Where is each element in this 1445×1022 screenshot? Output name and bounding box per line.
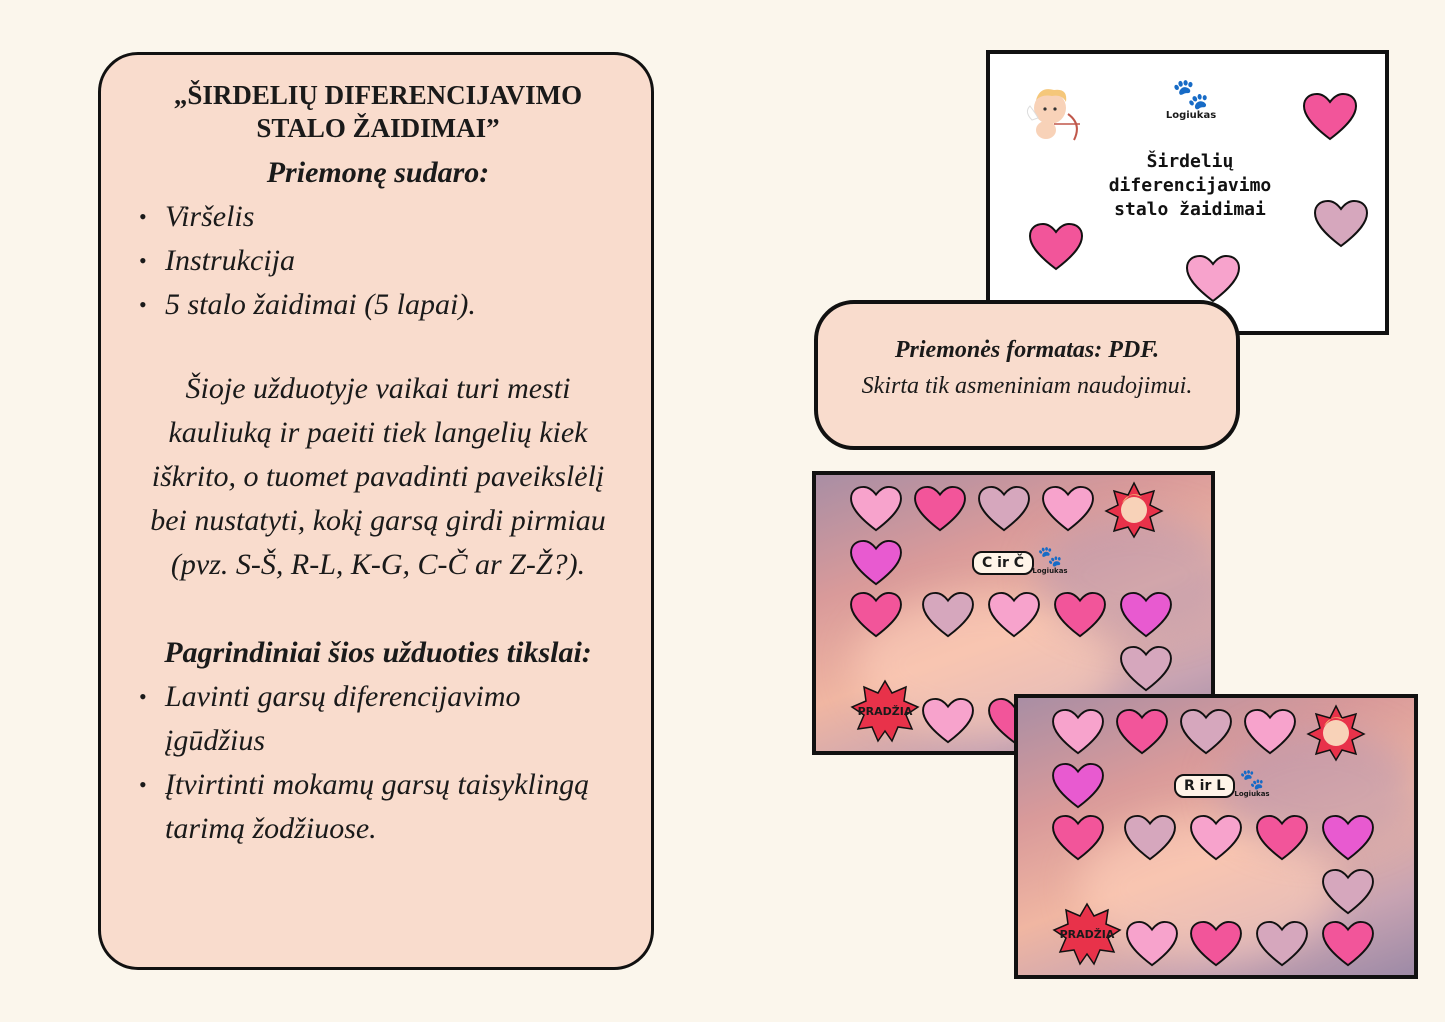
- heart-icon: [1242, 708, 1298, 756]
- description: [129, 367, 627, 587]
- logo-text: Logiukas: [1165, 110, 1217, 121]
- cupid-icon: [1024, 84, 1084, 146]
- heart-icon: [1050, 814, 1106, 862]
- goal-item: [129, 675, 627, 763]
- goals-list: [129, 675, 627, 851]
- contents-heading: Priemonę sudaro:: [266, 156, 490, 189]
- heart-icon: [848, 485, 904, 533]
- info-card: [98, 52, 654, 970]
- card-title-line1: „ŠIRDELIŲ DIFERENCIJAVIMO: [173, 80, 583, 110]
- goal-item-line: • Įtvirtinti mokamų garsų taisyklingą: [165, 768, 590, 801]
- format-box: [814, 300, 1240, 450]
- format-line: Priemonės formatas: PDF.: [894, 337, 1160, 363]
- paw-logo-icon: 🐾: [1037, 546, 1063, 568]
- logo-text: Logiukas: [1234, 790, 1270, 798]
- description-line: bei nustatyti, kokį garsą girdi pirmiau: [150, 504, 606, 537]
- heart-icon: [848, 591, 904, 639]
- description-line: iškrito, o tuomet pavadinti paveikslėlį: [151, 460, 605, 493]
- board-preview-2: [1014, 694, 1418, 979]
- heart-icon: [1114, 708, 1170, 756]
- goal-item-line: • Lavinti garsų diferencijavimo: [165, 680, 521, 713]
- logo-text: Logiukas: [1032, 567, 1068, 575]
- heart-icon: [1320, 814, 1376, 862]
- heart-icon: [920, 697, 976, 745]
- heart-icon: [1178, 708, 1234, 756]
- cover-preview: [986, 50, 1389, 335]
- description-line: kauliuką ir paeiti tiek langelių kiek: [168, 416, 588, 449]
- heart-icon: [1320, 868, 1376, 916]
- cover-title-line: diferencijavimo: [1108, 175, 1272, 196]
- description-line: (pvz. S-Š, R-L, K-G, C-Č ar Z-Ž?).: [170, 548, 586, 581]
- contents-item: • 5 stalo žaidimai (5 lapai).: [129, 283, 627, 327]
- logo: [1030, 547, 1070, 575]
- cover-title-line: stalo žaidimai: [1114, 199, 1266, 220]
- cover-title: [1080, 150, 1300, 222]
- cover-title-line: Širdelių: [1146, 151, 1234, 172]
- heart-icon: [1302, 92, 1358, 142]
- heart-icon: [1254, 920, 1310, 968]
- goal-item: [129, 763, 627, 851]
- heart-icon: [1050, 762, 1106, 810]
- heart-icon: [1188, 920, 1244, 968]
- heart-icon: [848, 539, 904, 587]
- board-label: C ir Č: [972, 551, 1034, 575]
- heart-icon: [1320, 920, 1376, 968]
- heart-icon: [1313, 199, 1369, 249]
- heart-icon: [1254, 814, 1310, 862]
- goals-heading: Pagrindiniai šios užduoties tikslai:: [164, 636, 592, 669]
- heart-icon: [1124, 920, 1180, 968]
- card-title: [129, 79, 627, 145]
- cupid-icon: [1306, 704, 1366, 762]
- heart-icon: [1050, 708, 1106, 756]
- heart-icon: [1118, 645, 1174, 693]
- paw-logo-icon: 🐾: [1172, 78, 1210, 111]
- board-label: R ir L: [1174, 774, 1235, 798]
- usage-note: Skirta tik asmeniniam naudojimui.: [861, 373, 1193, 399]
- contents-item: • Instrukcija: [129, 239, 627, 283]
- heart-icon: [1188, 814, 1244, 862]
- paw-logo-icon: 🐾: [1239, 769, 1265, 791]
- heart-icon: [1118, 591, 1174, 639]
- heart-icon: [912, 485, 968, 533]
- heart-icon: [976, 485, 1032, 533]
- cupid-icon: [1104, 481, 1164, 539]
- heart-icon: [1185, 254, 1241, 304]
- start-label: PRADŽIA: [857, 705, 913, 718]
- heart-icon: [1122, 814, 1178, 862]
- heart-icon: [920, 591, 976, 639]
- start-label: PRADŽIA: [1059, 928, 1115, 941]
- heart-icon: [1040, 485, 1096, 533]
- goal-item-line: tarimą žodžiuose.: [165, 812, 377, 845]
- description-line: Šioje užduotyje vaikai turi mesti: [185, 372, 571, 405]
- contents-list: [129, 195, 627, 327]
- heart-icon: [1052, 591, 1108, 639]
- heart-icon: [1028, 222, 1084, 272]
- logo: [1165, 80, 1217, 121]
- contents-item: • Viršelis: [129, 195, 627, 239]
- heart-icon: [986, 591, 1042, 639]
- card-title-line2: STALO ŽAIDIMAI”: [256, 113, 500, 143]
- logo: [1232, 770, 1272, 798]
- goal-item-line: įgūdžius: [165, 724, 266, 757]
